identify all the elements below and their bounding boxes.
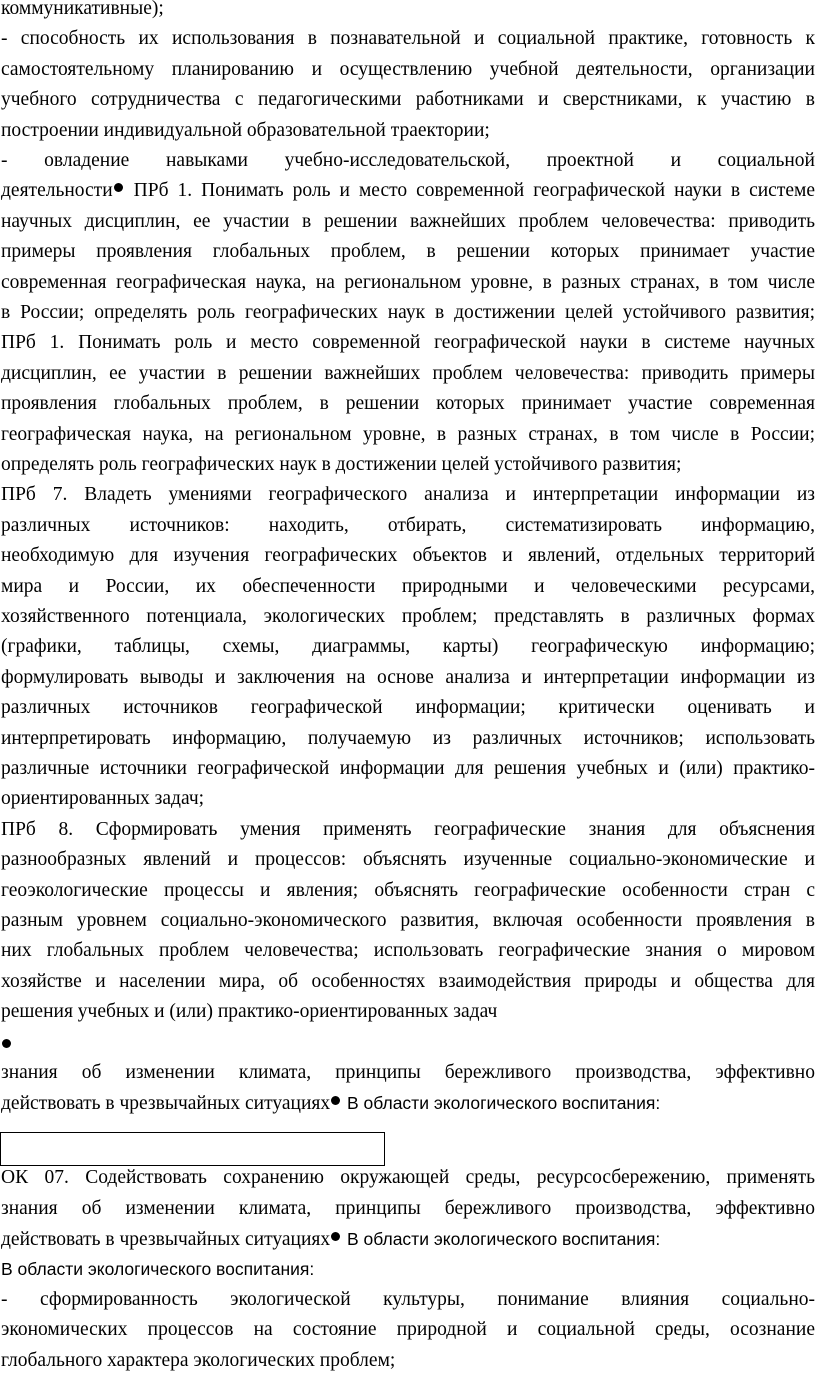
text-line: [1, 694, 815, 722]
text-line-content: хозяйстве и населении мира, об особенностях взаимодействия природы и общества для: [1, 970, 815, 992]
text-line: [1, 1225, 815, 1253]
text-line: [1, 86, 815, 114]
text-line: [1, 481, 815, 509]
text-line: [1, 1316, 815, 1344]
text-line-content: различных источников: находить, отбирать, систематизировать информацию,: [1, 514, 815, 536]
text-line: [1, 360, 815, 388]
text-line: [1, 421, 815, 449]
text-line-content: формулировать выводы и заключения на основе анализа и интерпретации информации из: [1, 666, 815, 688]
text-line-content: определять роль географических наук в достижении целей устойчивого развития;: [1, 454, 682, 475]
bullet-icon: [114, 183, 123, 192]
text-line-content: - способность их использования в познавательной и социальной практике, готовность к: [1, 28, 815, 50]
text-line: [1, 0, 815, 23]
text-line-content: научных дисциплин, ее участии в решении важнейших проблем человечества: приводить: [1, 210, 815, 232]
text-line-content: примеры проявления глобальных проблем, в решении которых принимает участие: [1, 241, 815, 263]
text-line-content: них глобальных проблем человечества; использовать географические знания о мировом: [1, 940, 815, 962]
text-line-content: ориентированных задач;: [1, 788, 205, 810]
text-line-content: глобального характера экологических проблем;: [1, 1349, 396, 1371]
text-line-content: деятельности: [1, 180, 113, 202]
bullet-icon: [331, 1232, 340, 1241]
text-line: [1, 117, 815, 145]
text-line: [1, 664, 815, 692]
text-line: [1, 816, 815, 844]
text-line: [1, 451, 815, 479]
text-line-content: самостоятельному планированию и осуществлению учебной деятельности, организации: [1, 58, 815, 80]
text-line-content: разнообразных явлений и процессов: объяснять изученные социально-экономические и: [1, 849, 815, 871]
text-line-content: учебного сотрудничества с педагогическими работниками и сверстниками, к участию в: [1, 89, 815, 111]
text-line-content: действовать в чрезвычайных ситуациях: [1, 1093, 331, 1115]
text-line-content: ОК 07. Содействовать сохранению окружающей среды, ресурсосбережению, применять: [1, 1167, 815, 1189]
text-line: [1, 785, 815, 813]
text-line-content: дисциплин, ее участии в решении важнейших проблем человечества: приводить примеры: [1, 362, 815, 384]
text-line-content: различных источников географической информации; критически оценивать и: [1, 697, 815, 719]
text-line: [1, 937, 815, 965]
text-line: [1, 147, 815, 175]
text-line: [1, 725, 815, 753]
text-line-content: ПРб 1. Понимать роль и место современной географической науки в системе научных: [1, 332, 815, 354]
text-line: [1, 603, 815, 631]
text-line-content: разным уровнем социально-экономического развития, включая особенности проявления в: [1, 910, 815, 931]
text-line-content: современная географическая наука, на региональном уровне, в разных странах, в том числе: [1, 271, 815, 293]
text-line: [1, 907, 815, 935]
text-line: [1, 177, 815, 205]
text-line-content: необходимую для изучения географических объектов и явлений, отдельных территорий: [1, 545, 815, 567]
text-line: [1, 846, 815, 874]
text-line-content: экономических процессов на состояние природной и социальной среды, осознание: [1, 1319, 815, 1341]
text-line: [1, 269, 815, 297]
text-line-tail: В области экологического воспитания:: [346, 1093, 661, 1114]
text-line-tail: В области экологического воспитания:: [346, 1229, 661, 1249]
text-line-tail: ПРб 1. Понимать роль и место современной географической науки в системе: [133, 180, 816, 202]
text-line-content: (графики, таблицы, схемы, диаграммы, карты) географическую информацию;: [1, 636, 815, 658]
text-line-content: интерпретировать информацию, получаемую из различных источников; использовать: [1, 727, 815, 749]
text-line: [1, 998, 815, 1026]
text-line: [1, 877, 815, 905]
bullet-icon: [2, 1039, 11, 1048]
text-line-content: - сформированность экологической культуры, понимание влияния социально-: [1, 1288, 815, 1310]
text-line: [1, 208, 815, 236]
text-line-content: хозяйственного потенциала, экологических проблем; представлять в различных формах: [1, 606, 815, 627]
text-line: [1, 573, 815, 601]
text-line: [1, 1286, 815, 1314]
text-line-content: построении индивидуальной образовательной траектории;: [1, 119, 490, 141]
text-line: [1, 512, 815, 540]
text-line-content: в России; определять роль географических наук в достижении целей устойчивого развития;: [1, 302, 815, 323]
text-line: [1, 542, 815, 570]
text-line-content: мира и России, их обеспеченности природными и человеческими ресурсами,: [1, 575, 815, 597]
bullet-icon: [331, 1096, 340, 1105]
text-line: [1, 1164, 815, 1192]
text-line: [1, 1255, 815, 1283]
text-line-content: ПРб 7. Владеть умениями географического анализа и интерпретации информации из: [1, 484, 815, 506]
text-line: [1, 1059, 815, 1087]
text-line-content: действовать в чрезвычайных ситуациях: [1, 1229, 331, 1250]
text-line-content: ПРб 8. Сформировать умения применять географические знания для объяснения: [1, 818, 815, 840]
text-line-content: решения учебных и (или) практико-ориентированных задач: [1, 1001, 498, 1023]
text-line-content: геоэкологические процессы и явления; объяснять географические особенности стран с: [1, 879, 815, 901]
text-line-content: знания об изменении климата, принципы бережливого производства, эффективно: [1, 1197, 815, 1219]
text-line: [1, 390, 815, 418]
text-line: [1, 755, 815, 783]
text-line-content: проявления глобальных проблем, в решении которых принимает участие современная: [1, 393, 815, 415]
text-line-content: географическая наука, на региональном уровне, в разных странах, в том числе в России;: [1, 423, 815, 445]
text-line-content: - овладение навыками учебно-исследовательской, проектной и социальной: [1, 150, 815, 171]
text-line-content: различные источники географической информации для решения учебных и (или) практико-: [1, 758, 815, 779]
text-line-content: знания об изменении климата, принципы бережливого производства, эффективно: [1, 1062, 815, 1083]
text-line: [1, 299, 815, 327]
text-line: [1, 1195, 815, 1223]
text-line: [1, 1089, 815, 1117]
text-line-content: В области экологического воспитания:: [1, 1259, 315, 1280]
text-line: [1, 329, 815, 357]
text-line: [1, 968, 815, 996]
text-line: [1, 56, 815, 84]
text-line: [1, 633, 815, 661]
text-line-content: коммуникативные);: [1, 0, 164, 19]
empty-text-box: [0, 1132, 385, 1166]
text-line: [1, 1347, 815, 1375]
text-line: [1, 25, 815, 53]
text-line: [1, 238, 815, 266]
